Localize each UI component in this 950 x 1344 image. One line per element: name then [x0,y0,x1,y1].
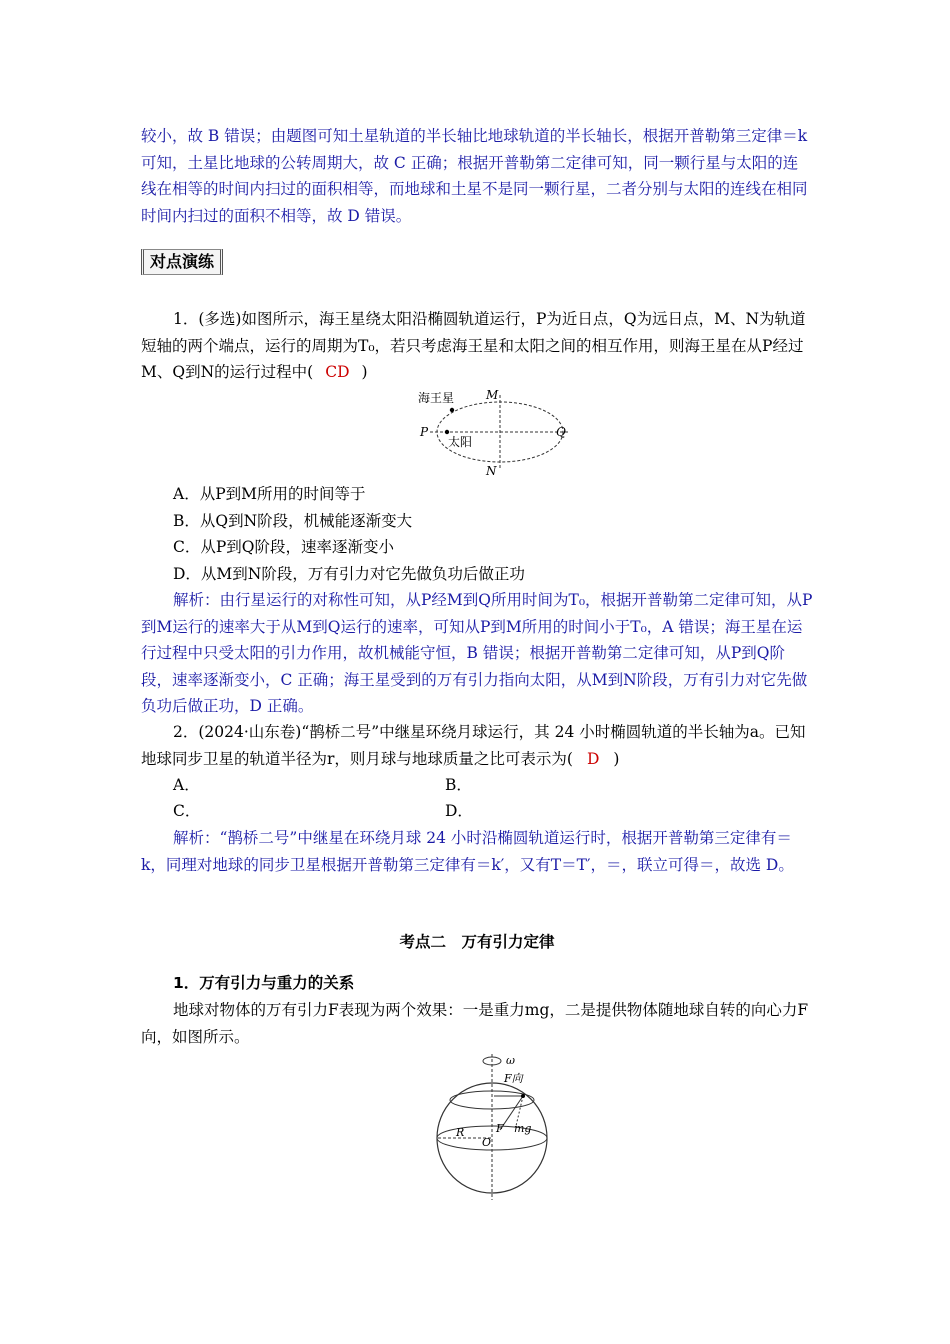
orbit-figure [410,383,580,478]
sun-label: 太阳 [448,435,473,449]
q1-option-b: B．从Q到N阶段，机械能逐渐变大 [173,512,413,530]
q2-stem [141,719,813,772]
omega-label: ω [506,1054,515,1067]
q1-stem-text: 1．(多选)如图所示，海王星绕太阳沿椭圆轨道运行，P为近日点，Q为远日点，M、N为轨道短轴的两个端点，运行的周期为T₀，若只考虑海王星和太阳之间的相互作用，则海王星在从P经过M、Q到N的运行过程中( [141,310,806,381]
earth-figure [430,1050,560,1205]
q1-option-c: C．从P到Q阶段，速率逐渐变小 [173,538,394,556]
F-label: F [496,1122,504,1135]
label-N: N [486,464,497,478]
planet-label: 海王星 [418,391,455,405]
q2-option-d: D． [445,802,473,820]
q1-stem [141,306,813,386]
q2-stem-text: 2．(2024·山东卷)“鹊桥二号”中继星环绕月球运行，其 24 小时椭圆轨道的半长轴为a。已知地球同步卫星的轨道半径为r，则月球与地球质量之比可表示为( [141,723,806,768]
label-Q: Q [556,425,566,439]
label-M: M [486,388,499,402]
O-label: O [482,1136,492,1149]
R-label: R [456,1126,465,1139]
s1-title: 1．万有引力与重力的关系 [173,974,355,992]
q2-answer: D [586,749,600,768]
section2-title: 考点二 万有引力定律 [399,933,555,951]
label-P: P [420,425,429,439]
q1-close: ) [361,363,368,381]
q1-analysis: 解析：由行星运行的对称性可知，从P经M到Q所用时间为T₀，根据开普勒第二定律可知，从P到M运行的速率大于从M到Q运行的速率，可知从P到M所用的时间小于T₀，A 错误；海王星在运行过程中只受太阳的引力作用，故机械能守恒，B 错误；根据开普勒第二定律可知，从P到Q阶段，速率逐渐变小，C 正确；海王星受到的万有引力指向太阳，从M到N阶段，万有引力对它先做负功后做正功，D 正确。 [141,591,813,715]
s1-text: 地球对物体的万有引力F表现为两个效果：一是重力mg，二是提供物体随地球自转的向心力F向，如图所示。 [141,1001,809,1046]
q1-answer: CD [325,363,350,381]
sun-dot [445,430,449,434]
planet-dot [450,408,454,412]
section-header: 对点演练 [141,249,223,275]
q2-close: ) [613,749,620,768]
q1-option-d: D．从M到N阶段，万有引力对它先做负功后做正功 [173,565,525,583]
F-xiang-label: F向 [504,1072,523,1085]
q2-option-c: C． [173,802,201,820]
object-dot [521,1094,525,1098]
top-analysis: 较小，故 B 错误；由题图可知土星轨道的半长轴比地球轨道的半长轴长，根据开普勒第三定律＝k可知，土星比地球的公转周期大，故 C 正确；根据开普勒第二定律可知，同一颗行星与太阳的连线在相等的时间内扫过的面积相等，而地球和土星不是同一颗行星，二者分别与太阳的连线在相同时间内扫过的面积不相等，故 D 错误。 [141,127,808,225]
mg-label: mg [514,1122,532,1135]
q2-analysis: 解析：“鹊桥二号”中继星在环绕月球 24 小时沿椭圆轨道运行时，根据开普勒第三定律有＝k，同理对地球的同步卫星根据开普勒第三定律有＝k′，又有T＝T′，＝，联立可得＝，故选 D。 [141,829,794,874]
q2-option-a: A． [173,776,200,794]
q2-option-b: B． [445,776,472,794]
q1-option-a: A．从P到M所用的时间等于 [173,485,366,503]
